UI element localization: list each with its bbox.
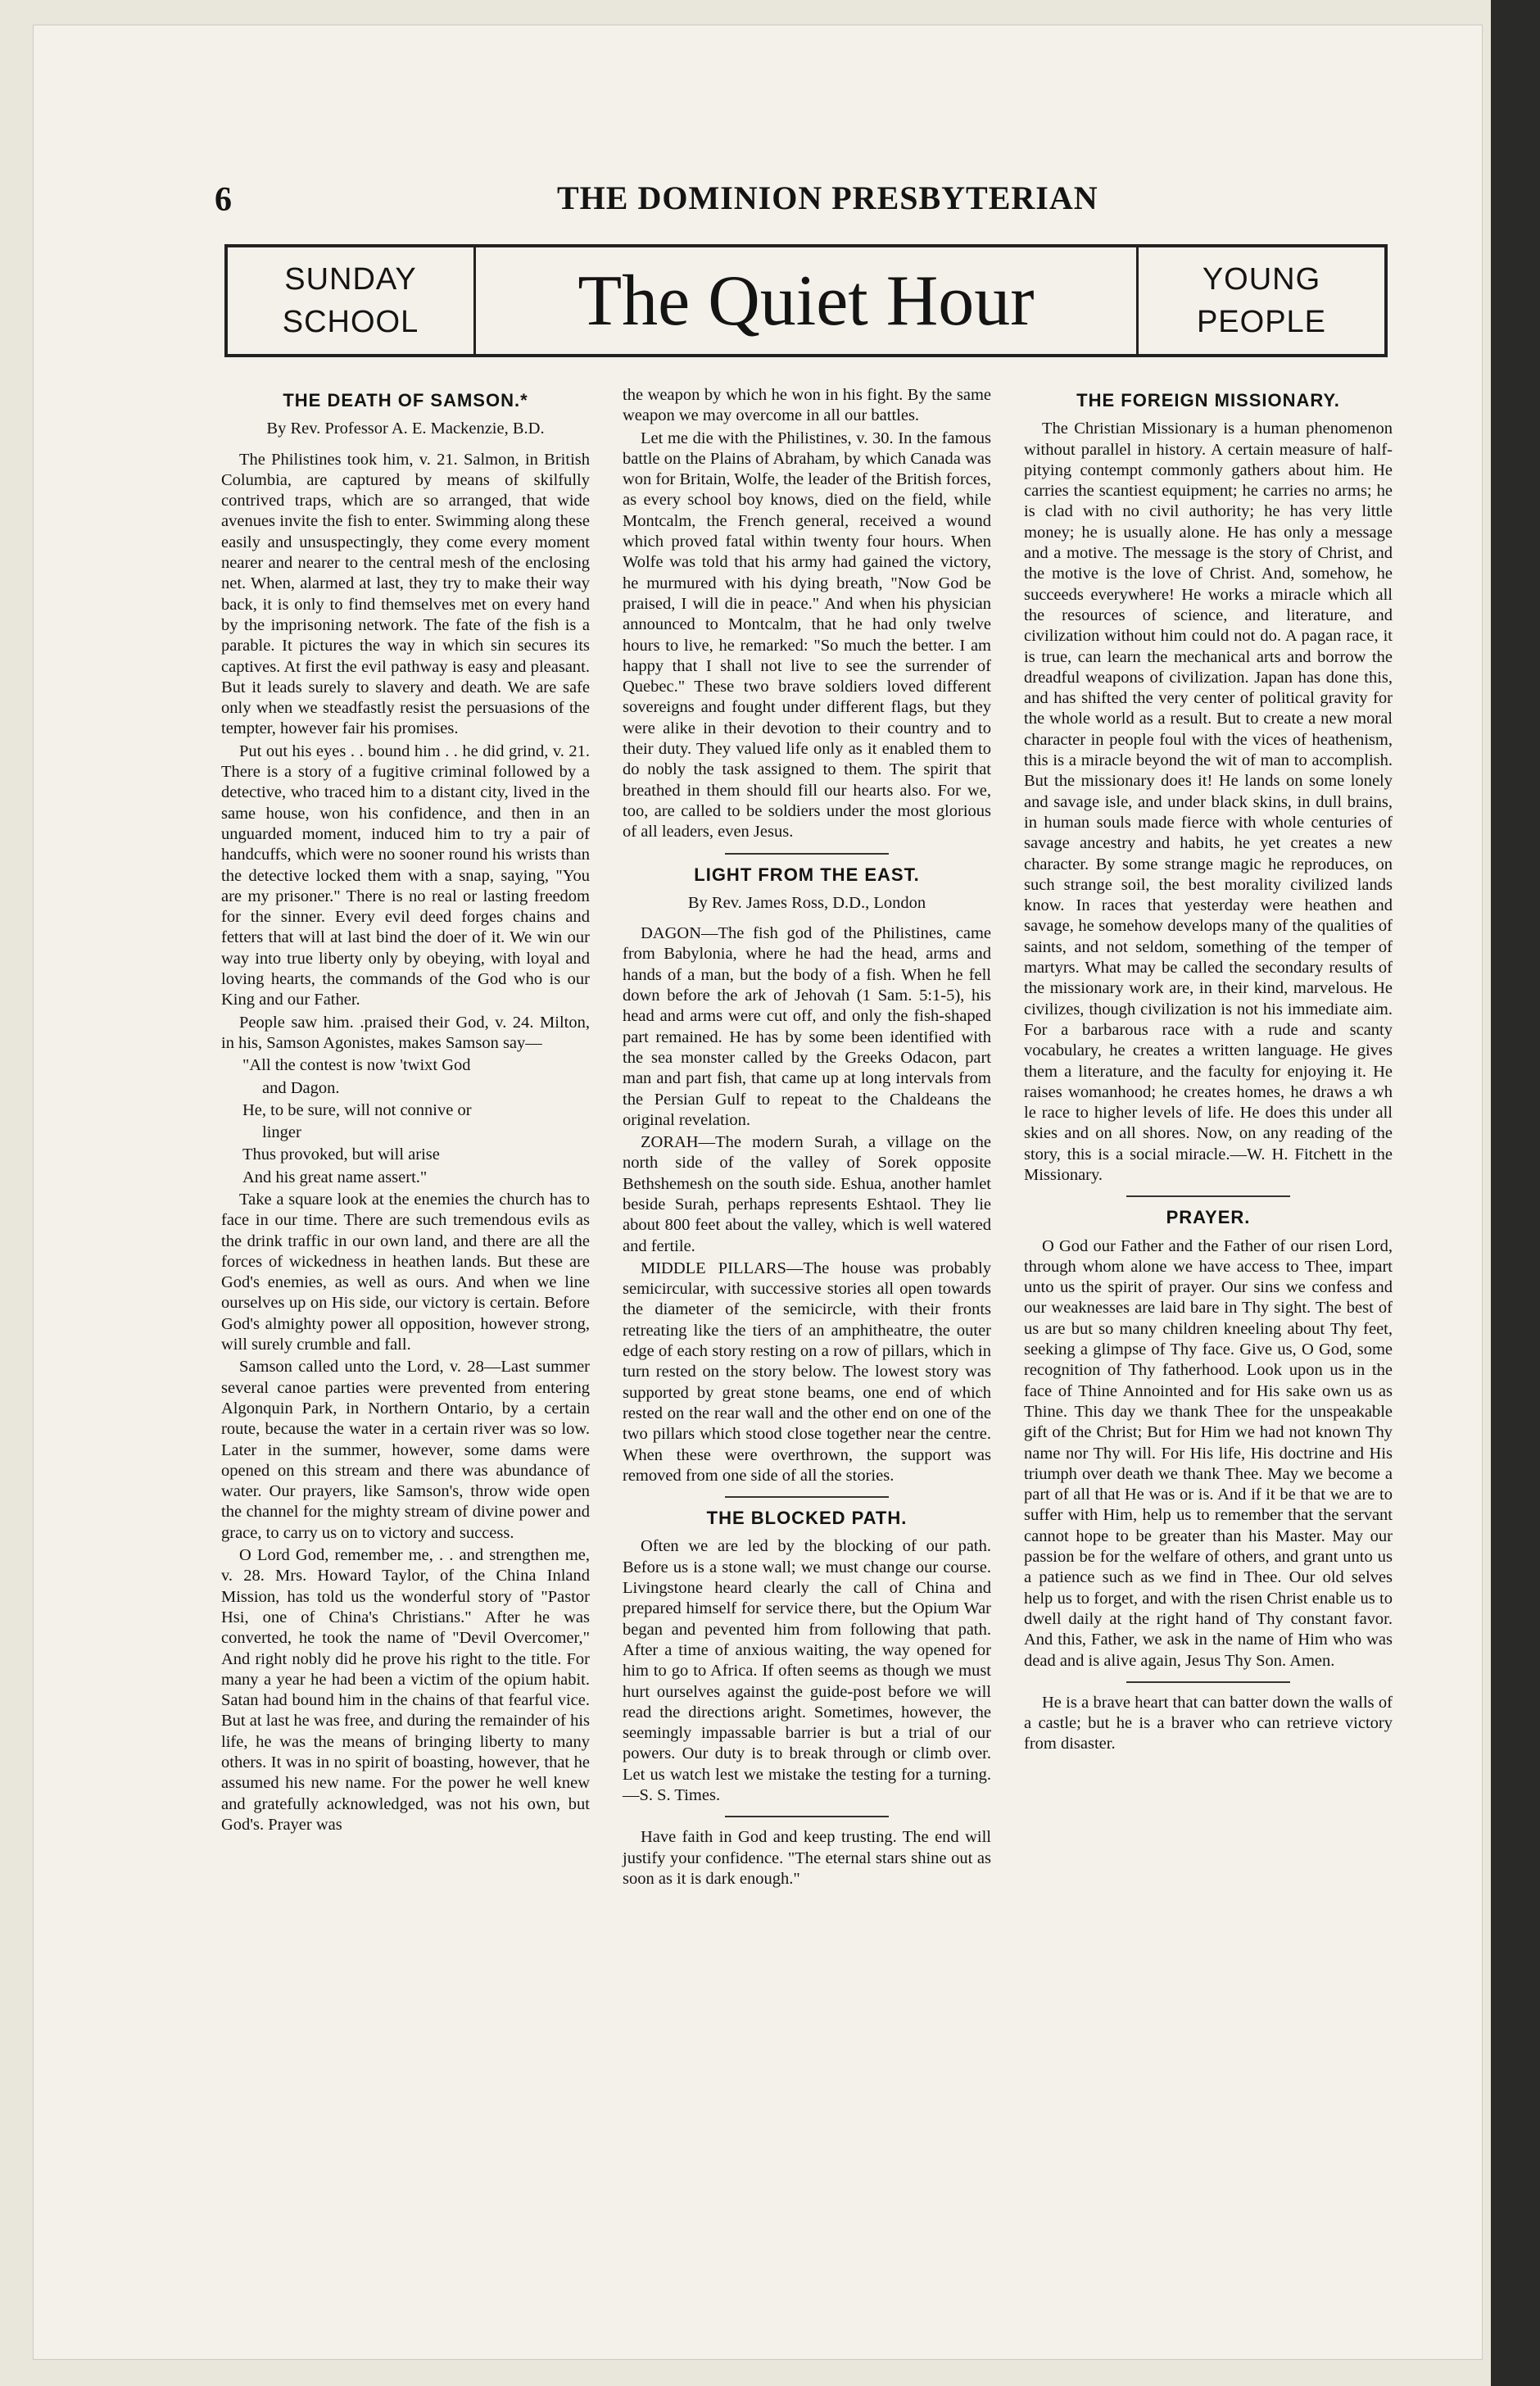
column-2 [623,385,991,1891]
column-3 [1024,385,1393,1757]
article-heading: THE BLOCKED PATH. [706,1508,908,1529]
column-1 [221,385,590,1837]
verse-line: linger [262,1123,301,1142]
divider [725,1816,889,1817]
banner-right-box [1136,247,1384,354]
article-heading: LIGHT FROM THE EAST. [694,864,920,885]
paragraph: The Christian Missionary is a human phenomenon without parallel in history. A certain measure of half-pitying contempt commonly gathers about him. He carries the scantiest equipment; he carries no arms; he is clad with no civil authority; he has very little money; he is usually alone. He has only a message and a motive. The message is the story of Christ, and the motive is the love of Christ. And, somehow, he succeeds everywhere! He works a miracle which all the resources of science, and literature, and civilization without him could not do. A pagan race, it is true, can learn the mechanical arts and borrow the dreadful weapons of civilization. Japan has done this, and has shifted the very center of political gravity for the whole world as a result. But to create a new moral character in people foul with the vices of heathenism, this is a miracle beyond the wit of man to accomplish. But the missionary does it! He lands on some lonely and savage isle, and under black skins, in dull brains, in human souls made fierce with whole centuries of savage ancestry and habits, he yet creates a new character. By some strange magic he reproduces, on such strange soil, the best morality civilized lands know. In races that yesterday were heathen and savage, he somehow develops many of the qualities of saints, and not seldom, something of the temper of martyrs. What may be called the secondary results of the missionary work are, in their kind, marvelous. He civilizes, though civilization is not his immediate aim. For a barbarous race with a rude and scanty vocabulary, he creates a written language. He gives them a literature, and the faculty for enjoying it. He raises womanhood; he creates homes, he draws a wh le race to higher levels of life. He does this under all skies and on all shores. Now, on any reading of the story, this is a social miracle.—W. H. Fitchett in the Missionary. [1024,420,1393,1184]
verse-line: Thus provoked, but will arise [242,1145,440,1164]
banner-people: PEOPLE [1196,305,1327,339]
verse-line: And his great name assert." [242,1168,428,1186]
verse-line: He, to be sure, will not connive or [242,1100,472,1119]
divider [1126,1681,1290,1683]
paragraph: O Lord God, remember me, . . and strengthen me, v. 28. Mrs. Howard Taylor, of the China Inland Mission, has told us the wonderful story of "Pastor Hsi, one of China's Christians." After he was converted, he took the name of "Devil Overcomer," And right nobly did he prove his right to the title. For many a year he had been a victim of the opium habit. Satan had bound him in the chains of that fearful vice. But at last he was free, and during the remainder of his life, he was the means of bringing liberty to many others. It was in no spirit of boasting, however, that he assumed his new name. For the power he well knew and gratefully acknowledged, was not his own, but God's. Prayer was [221,1546,590,1834]
paragraph: ZORAH—The modern Surah, a village on the north side of the valley of Sorek opposite Bethshemesh on the south side. Eshua, another hamlet beside Surah, perhaps represents Eshtaol. They lie about 800 feet about the valley, which is well watered and fertile. [623,1133,991,1255]
article-heading: THE DEATH OF SAMSON.* [283,390,528,411]
section-banner [224,244,1388,357]
verse-line: and Dagon. [262,1078,340,1097]
article-heading: THE FOREIGN MISSIONARY. [1076,390,1340,411]
paragraph: the weapon by which he won in his fight. By the same weapon we may overcome in all our battles. [623,386,991,425]
paragraph: DAGON—The fish god of the Philistines, came from Babylonia, where he had the head, arms and hands of a man, but the body of a fish. When he fell down before the ark of Jehovah (1 Sam. 5:1-5), his head and arms were cut off, and only the fish-shaped part remained. He has by some been identified with the sea monster called by the Greeks Odacon, part man and part fish, that came up at long intervals from the Persian Gulf to repeat to the Chaldeans the original revelation. [623,924,991,1129]
byline: By Rev. James Ross, D.D., London [687,893,926,912]
paragraph: Take a square look at the enemies the church has to face in our time. There are such tremendous evils as the drink traffic in our own land, and there are all the forces of wickedness in heathen lands. But these are God's enemies, as well as ours. And when we line ourselves up on His side, our victory is certain. Before God's almighty power all opposition, however strong, will surely crumble and fall. [221,1190,590,1354]
banner-title: The Quiet Hour [578,261,1035,341]
divider [725,1496,889,1498]
divider [725,853,889,855]
paragraph: People saw him. .praised their God, v. 24. Milton, in his, Samson Agonistes, makes Samson say— [221,1013,590,1052]
banner-young: YOUNG [1202,262,1321,297]
paragraph: The Philistines took him, v. 21. Salmon, in British Columbia, are captured by means of skilfully contrived traps, which are so arranged, that wide avenues invite the fish to enter. Swimming along these easily and unsuspectingly, they come every moment nearer and nearer to the central mesh of the enclosing net. When, alarmed at last, they try to make their way back, it is only to find themselves met on every hand by the imprisoning network. The fate of the fish is a parable. It pictures the way in which sin secures its captives. At first the evil pathway is easy and pleasant. But it leads surely to slavery and death. We are safe only when we steadfastly resist the persuasions of the tempter, however fair his promises. [221,450,590,738]
running-head: THE DOMINION PRESBYTERIAN [557,179,1098,216]
divider [1126,1195,1290,1197]
article-heading: PRAYER. [1166,1207,1251,1228]
verse-line: "All the contest is now 'twixt God [242,1056,471,1075]
paragraph: Put out his eyes . . bound him . . he did grind, v. 21. There is a story of a fugitive criminal followed by a detective, who traced him to a distant city, lived in the same house, won his confidence, and then in an unguarded moment, induced him to try a pair of handcuffs, which were no sooner round his wrists than the detective locked them with a snap, saying, "You are my prisoner." There is no real or lasting freedom for the sinner. Every evil deed forges chains and fetters that will at last bind the doer of it. We win our way into true liberty only by obeying, with loyal and loving hearts, the commands of the God who is our King and our Father. [221,742,590,1009]
banner-school: SCHOOL [282,305,419,339]
paragraph: Let me die with the Philistines, v. 30. In the famous battle on the Plains of Abraham, by which Canada was won for Britain, Wolfe, the leader of the British forces, as every school boy knows, died on the field, while Montcalm, the French general, received a wound which proved fatal within twenty four hours. When Wolfe was told that his army had gained the victory, he murmured with his dying breath, "Now God be praised, I will die in peace." And when his physician announced to Montcalm, that he had only twelve hours to live, he remarked: "So much the better. I am happy that I shall not live to see the surrender of Quebec." These two brave soldiers loved different sovereigns and fought under different flags, but they were alike in their devotion to their country and to their duty. They valued life only as it enabled them to do nobly the task assigned to them. The spirit that breathed in them should fill our hearts also. For we, too, are called to be soldiers under the most glorious of all leaders, even Jesus. [623,429,991,841]
paragraph: Have faith in God and keep trusting. The end will justify your confidence. "The eternal stars shine out as soon as it is dark enough." [623,1828,991,1888]
paragraph: Often we are led by the blocking of our path. Before us is a stone wall; we must change our course. Livingstone heard clearly the call of China and prepared himself for service there, but the Opium War began and pevented him from following that path. After a time of anxious waiting, the way opened for him to go to Africa. If often seems as though we must hurt ourselves against the guide-post before we will read the directions aright. Sometimes, however, the seemingly impassable barrier is but a trial of our powers. Our duty is to break through or climb over. Let us watch lest we mistake the testing for a turning.—S. S. Times. [623,1537,991,1804]
binding-edge [1491,0,1540,2386]
paragraph: MIDDLE PILLARS—The house was probably semicircular, with successive stories all open towards the diameter of the semicircle, with their fronts retreating like the tiers of an amphitheatre, the outer edge of each story resting on a row of pillars, which in turn rested on the story below. The lowest story was supported by great stone beams, one end of which rested on the rear wall and the other end on one of the two pillars which stood close together near the centre. When these were overthrown, the support was removed from one side of all the stories. [623,1259,991,1485]
page-number: 6 [215,181,232,219]
paragraph: Samson called unto the Lord, v. 28—Last summer several canoe parties were prevented from entering Algonquin Park, in Northern Ontario, by a certain route, because the water in a certain river was so low. Later in the summer, however, some dams were opened on this stream and there was abundance of water. Our prayers, like Samson's, throw wide open the channel for the mighty stream of divine power and grace, to carry us on to victory and success. [221,1358,590,1542]
banner-left-box [228,247,476,354]
paragraph: He is a brave heart that can batter down the walls of a castle; but he is a braver who can retrieve victory from disaster. [1024,1693,1393,1753]
paragraph: O God our Father and the Father of our risen Lord, through whom alone we have access to Thee, impart unto us the spirit of prayer. Our sins we confess and our weaknesses are laid bare in Thy sight. The best of us are but so many children kneeling about Thy feet, seeking a glimpse of Thy face. Give us, O God, some recognition of Thy fatherhood. Look upon us in the face of Thine Annointed and for His sake own us as Thine. This day we thank Thee for the unspeakable gift of the Christ; But for Him we had not known Thy name nor Thy will. For His life, His doctrine and His triumph over death we thank Thee. May we become a part of all that He was or is. And if it be that we are to suffer with Him, help us to remember that the servant cannot hope to be greater than his Master. May our passion be for the welfare of others, and grant unto us a patience such as we find in Thee. Our old selves help us to forget, and with the risen Christ enable us to dwell daily at the right hand of Thy constant favor. And this, Father, we ask in the name of Him who was dead and is alive again, Jesus Thy Son. Amen. [1024,1236,1393,1670]
byline: By Rev. Professor A. E. Mackenzie, B.D. [266,420,545,438]
banner-sunday: SUNDAY [284,262,417,297]
